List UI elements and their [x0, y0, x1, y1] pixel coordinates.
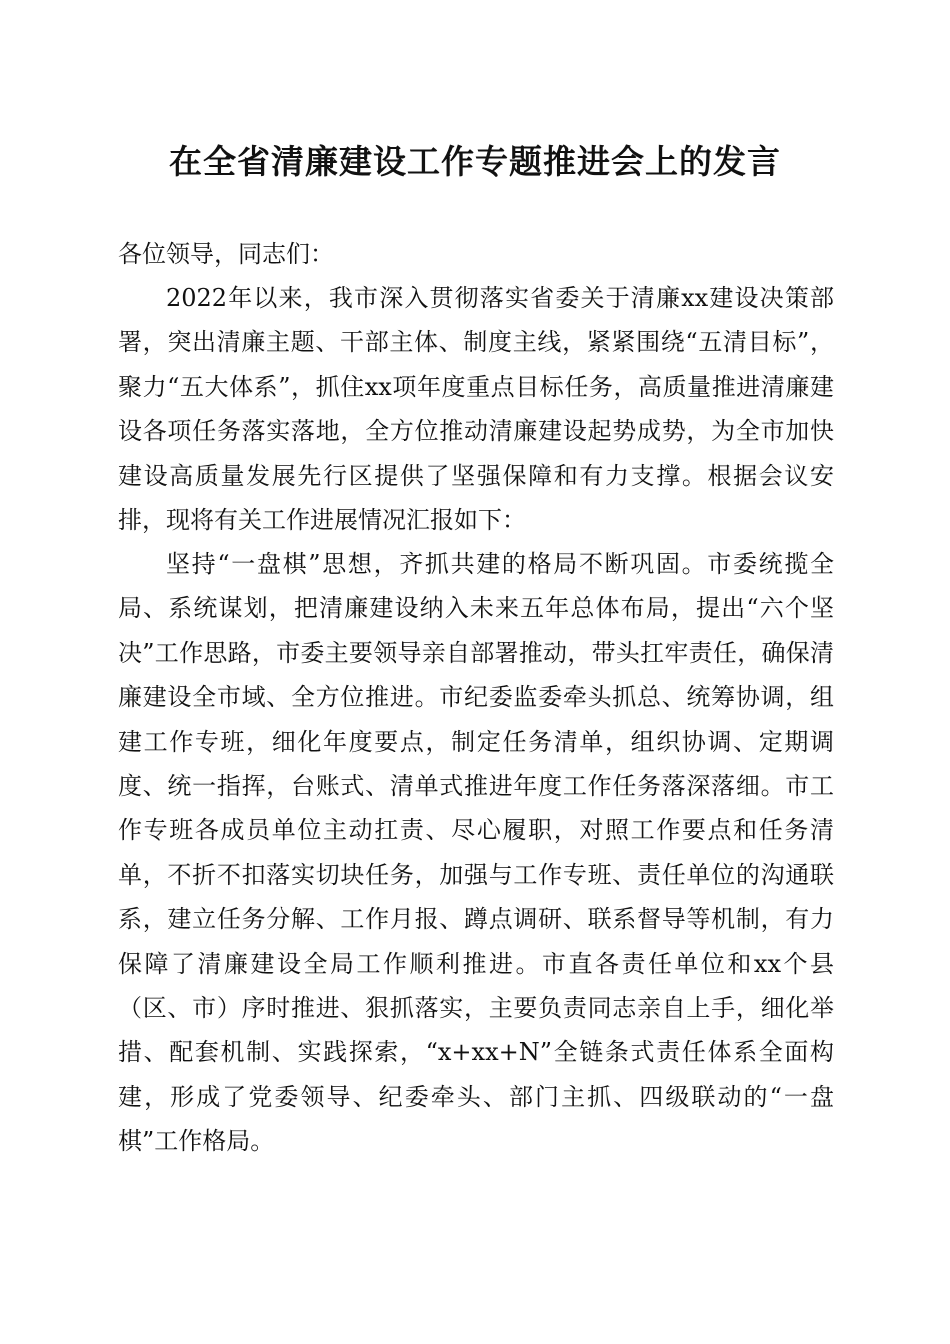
document-title: 在全省清廉建设工作专题推进会上的发言 — [169, 142, 781, 181]
paragraph-overall-pattern: 坚持“一盘棋”思想，齐抓共建的格局不断巩固。市委统揽全局、系统谋划，把清廉建设纳入未来五年总体布局，提出“六个坚决”工作思路，市委主要领导亲自部署推动，带头扛牢责任，确保清廉建设全市域、全方位推进。市纪委监委牵头抓总、统筹协调，组建工作专班，细化年度要点，制定任务清单，组织协调、定期调度、统一指挥，台账式、清单式推进年度工作任务落深落细。市工作专班各成员单位主动扛责、尽心履职，对照工作要点和任务清单，不折不扣落实切块任务，加强与工作专班、责任单位的沟通联系，建立任务分解、工作月报、蹲点调研、联系督导等机制，有力保障了清廉建设全局工作顺利推进。市直各责任单位和xx个县（区、市）序时推进、狠抓落实，主要负责同志亲自上手，细化举措、配套机制、实践探索，“x+xx+N”全链条式责任体系全面构建，形成了党委领导、纪委牵头、部门主抓、四级联动的“一盘棋”工作格局。 — [118, 550, 834, 1156]
salutation: 各位领导，同志们： — [118, 240, 334, 268]
paragraph-intro: 2022年以来，我市深入贯彻落实省委关于清廉xx建设决策部署，突出清廉主题、干部主体、制度主线，紧紧围绕“五清目标”，聚力“五大体系”，抓住xx项年度重点目标任务，高质量推进清廉建设各项任务落实落地，全方位推动清廉建设起势成势，为全市加快建设高质量发展先行区提供了坚强保障和有力支撑。根据会议安排，现将有关工作进展情况汇报如下： — [118, 284, 834, 535]
